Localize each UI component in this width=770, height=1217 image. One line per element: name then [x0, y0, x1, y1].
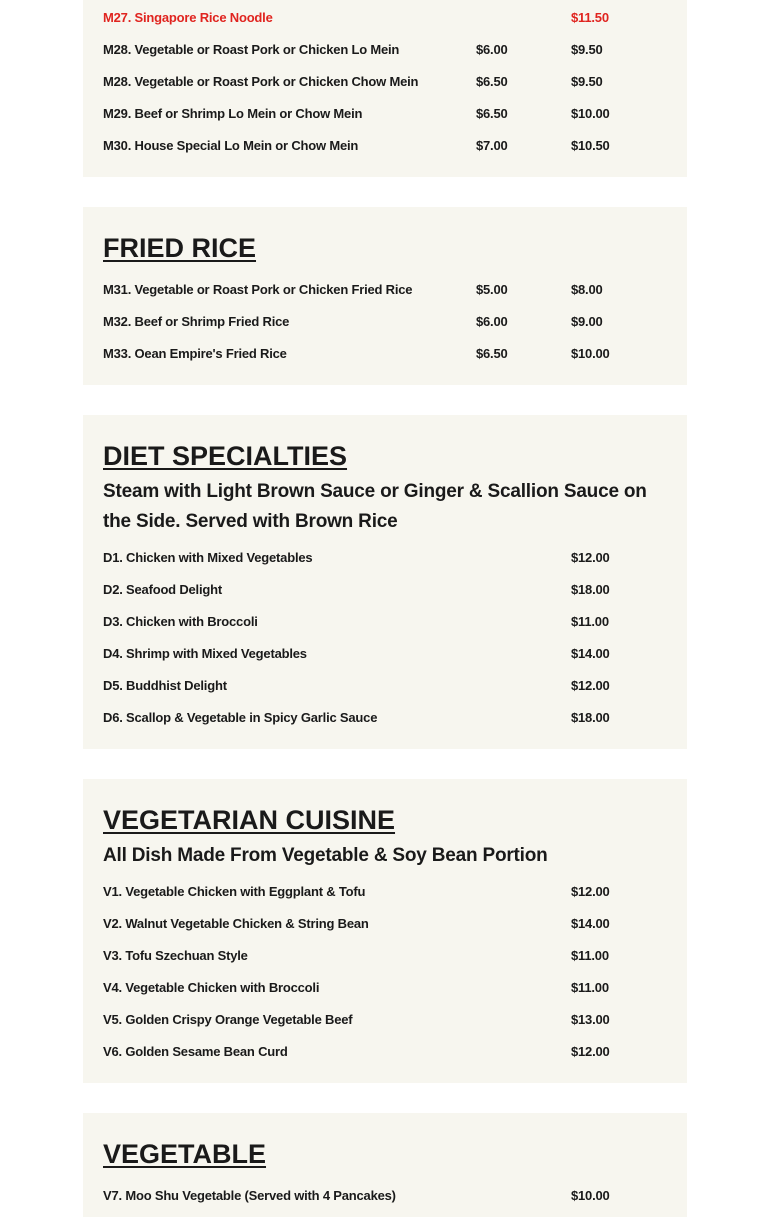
menu-item-name: D2. Seafood Delight	[103, 582, 222, 597]
menu-item-price-small: $6.00	[476, 42, 508, 57]
section-heading: FRIED RICE	[103, 233, 257, 263]
vegetable-section	[83, 1113, 687, 1217]
menu-item	[103, 136, 667, 156]
menu-item-price-large: $9.50	[571, 42, 603, 57]
menu-item-price: $18.00	[571, 582, 610, 597]
menu-item-price: $12.00	[571, 884, 610, 899]
menu-item-price-large: $9.00	[571, 314, 603, 329]
menu-item-price-large: $10.00	[571, 106, 610, 121]
menu-item	[103, 644, 667, 664]
menu-item-name: M28. Vegetable or Roast Pork or Chicken Chow Mein	[103, 74, 419, 89]
menu-item	[103, 882, 667, 902]
menu-item-price: $12.00	[571, 550, 610, 565]
menu-item-name: M30. House Special Lo Mein or Chow Mein	[103, 138, 359, 153]
section-subtitle: Steam with Light Brown Sauce or Ginger & Scallion Sauce on the Side. Served with Brown Rice	[103, 481, 647, 532]
menu-item	[103, 914, 667, 934]
menu-item	[103, 978, 667, 998]
menu-item	[103, 612, 667, 632]
menu-item-name: D3. Chicken with Broccoli	[103, 614, 258, 629]
menu-item-name: V2. Walnut Vegetable Chicken & String Bean	[103, 916, 369, 931]
menu-item-price: $11.00	[571, 614, 609, 629]
menu-item-name: M31. Vegetable or Roast Pork or Chicken Fried Rice	[103, 282, 413, 297]
menu-item	[103, 104, 667, 124]
section-heading: VEGETARIAN CUISINE	[103, 805, 396, 835]
menu-item-price-small: $6.00	[476, 314, 508, 329]
menu-item	[103, 1010, 667, 1030]
menu-item-price-small: $6.50	[476, 74, 508, 89]
menu-item-price-large: $8.00	[571, 282, 603, 297]
menu-item-price: $12.00	[571, 678, 610, 693]
menu-item-price-large: $9.50	[571, 74, 603, 89]
menu-item	[103, 1186, 667, 1206]
menu-item-price-large: $11.50	[571, 10, 609, 25]
menu-item-price-small: $6.50	[476, 346, 508, 361]
menu-item-price: $13.00	[571, 1012, 610, 1027]
menu-item-name: D5. Buddhist Delight	[103, 678, 227, 693]
menu-item	[103, 708, 667, 728]
menu-item	[103, 344, 667, 364]
section-heading: VEGETABLE	[103, 1139, 267, 1169]
menu-item	[103, 8, 667, 28]
menu-item-name: M28. Vegetable or Roast Pork or Chicken Lo Mein	[103, 42, 400, 57]
menu-item	[103, 676, 667, 696]
menu-item	[103, 946, 667, 966]
menu-item-price: $12.00	[571, 1044, 610, 1059]
menu-item-name: V5. Golden Crispy Orange Vegetable Beef	[103, 1012, 353, 1027]
noodles-section	[83, 0, 687, 177]
menu-item-name: V4. Vegetable Chicken with Broccoli	[103, 980, 320, 995]
menu-item-price-small: $7.00	[476, 138, 508, 153]
section-heading: DIET SPECIALTIES	[103, 441, 348, 471]
menu-item-price: $10.00	[571, 1188, 610, 1203]
diet-specialties-section	[83, 415, 687, 749]
menu-item-name: M33. Oean Empire's Fried Rice	[103, 346, 287, 361]
menu-item	[103, 280, 667, 300]
menu-item-name: M32. Beef or Shrimp Fried Rice	[103, 314, 290, 329]
menu-item-price: $18.00	[571, 710, 610, 725]
menu-item-name: M29. Beef or Shrimp Lo Mein or Chow Mein	[103, 106, 363, 121]
menu-item	[103, 548, 667, 568]
menu-item-name: V6. Golden Sesame Bean Curd	[103, 1044, 288, 1059]
menu-item-price-small: $6.50	[476, 106, 508, 121]
section-subtitle: All Dish Made From Vegetable & Soy Bean Portion	[103, 845, 548, 866]
vegetarian-cuisine-section	[83, 779, 687, 1083]
menu-item-price: $11.00	[571, 948, 609, 963]
menu-item-name: D4. Shrimp with Mixed Vegetables	[103, 646, 307, 661]
menu-item	[103, 40, 667, 60]
fried-rice-section	[83, 207, 687, 385]
menu-item-name: V3. Tofu Szechuan Style	[103, 948, 248, 963]
menu-item	[103, 580, 667, 600]
menu-item	[103, 1042, 667, 1062]
menu-item-price-small: $5.00	[476, 282, 508, 297]
menu-item-price: $14.00	[571, 916, 610, 931]
menu-item-name: D1. Chicken with Mixed Vegetables	[103, 550, 313, 565]
menu-item-price: $11.00	[571, 980, 609, 995]
menu-item-name: M27. Singapore Rice Noodle	[103, 10, 273, 25]
menu-item	[103, 72, 667, 92]
menu-item-price: $14.00	[571, 646, 610, 661]
menu-item-name: V7. Moo Shu Vegetable (Served with 4 Pancakes)	[103, 1188, 396, 1203]
menu-item-name: D6. Scallop & Vegetable in Spicy Garlic Sauce	[103, 710, 378, 725]
menu-item	[103, 312, 667, 332]
menu-item-price-large: $10.00	[571, 346, 610, 361]
menu-item-name: V1. Vegetable Chicken with Eggplant & Tofu	[103, 884, 366, 899]
menu-item-price-large: $10.50	[571, 138, 610, 153]
